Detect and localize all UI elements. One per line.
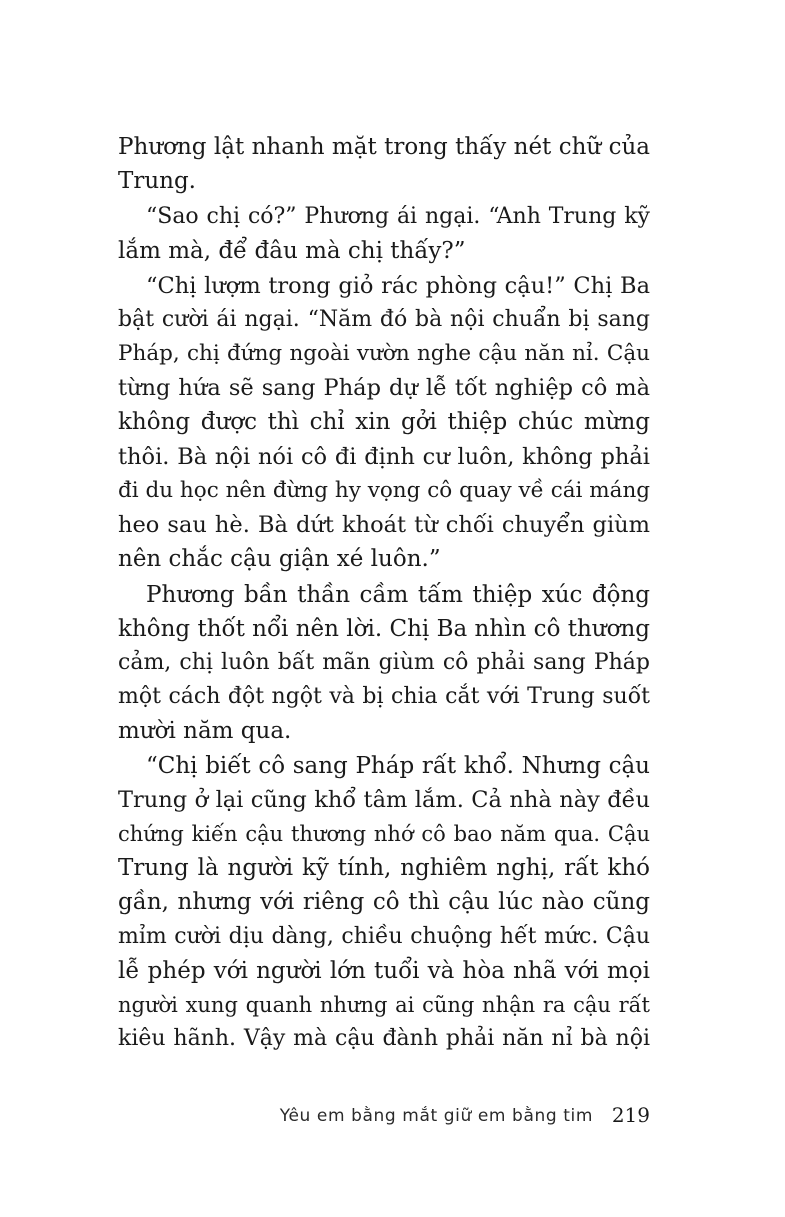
running-footer-title: Yêu em bằng mắt giữ em bằng tim — [279, 1106, 593, 1126]
text-line: từng hứa sẽ sang Pháp dự lễ tốt nghiệp cô mà — [118, 375, 650, 401]
text-line: thôi. Bà nội nói cô đi định cư luôn, không phải — [118, 444, 650, 470]
text-line: kiêu hãnh. Vậy mà cậu đành phải năn nỉ bà nội — [118, 1026, 650, 1051]
text-line: một cách đột ngột và bị chia cắt với Trung suốt — [118, 684, 650, 709]
text-line: Trung là người kỹ tính, nghiêm nghị, rất khó — [118, 855, 650, 881]
text-line: heo sau hè. Bà dứt khoát từ chối chuyển giùm — [118, 512, 650, 538]
text-line: Trung ở lại cũng khổ tâm lắm. Cả nhà này đều — [118, 787, 650, 813]
text-line: “Chị lượm trong giỏ rác phòng cậu!” Chị Ba — [146, 273, 650, 299]
text-line: “Sao chị có?” Phương ái ngại. “Anh Trung kỹ — [146, 204, 650, 229]
text-line: gần, nhưng với riêng cô thì cậu lúc nào cũng — [118, 889, 650, 915]
text-line: người xung quanh nhưng ai cũng nhận ra cậu rất — [118, 993, 650, 1017]
text-line: Trung. — [118, 168, 196, 194]
text-line: Pháp, chị đứng ngoài vườn nghe cậu năn nỉ. Cậu — [118, 341, 650, 366]
text-line: không thốt nổi nên lời. Chị Ba nhìn cô thương — [118, 616, 650, 642]
text-line: không được thì chỉ xin gởi thiệp chúc mừng — [118, 409, 650, 435]
text-line: lễ phép với người lớn tuổi và hòa nhã với mọi — [118, 958, 650, 984]
text-line: lắm mà, để đâu mà chị thấy?” — [118, 238, 466, 264]
text-line: đi du học nên đừng hy vọng cô quay về cái máng — [118, 478, 651, 503]
text-line: mười năm qua. — [118, 718, 292, 744]
text-line: Phương bần thần cầm tấm thiệp xúc động — [146, 582, 650, 608]
text-line: chứng kiến cậu thương nhớ cô bao năm qua. Cậu — [118, 822, 650, 846]
text-line: Phương lật nhanh mặt trong thấy nét chữ của — [118, 134, 650, 160]
text-line: “Chị biết cô sang Pháp rất khổ. Nhưng cậu — [146, 753, 650, 779]
text-line: nên chắc cậu giận xé luôn.” — [118, 546, 441, 572]
text-line: mỉm cười dịu dàng, chiều chuộng hết mức. Cậu — [118, 924, 650, 949]
page-number: 219 — [611, 1103, 650, 1127]
text-line: cảm, chị luôn bất mãn giùm cô phải sang Pháp — [118, 650, 650, 675]
text-line: bật cười ái ngại. “Năm đó bà nội chuẩn bị sang — [118, 307, 650, 332]
